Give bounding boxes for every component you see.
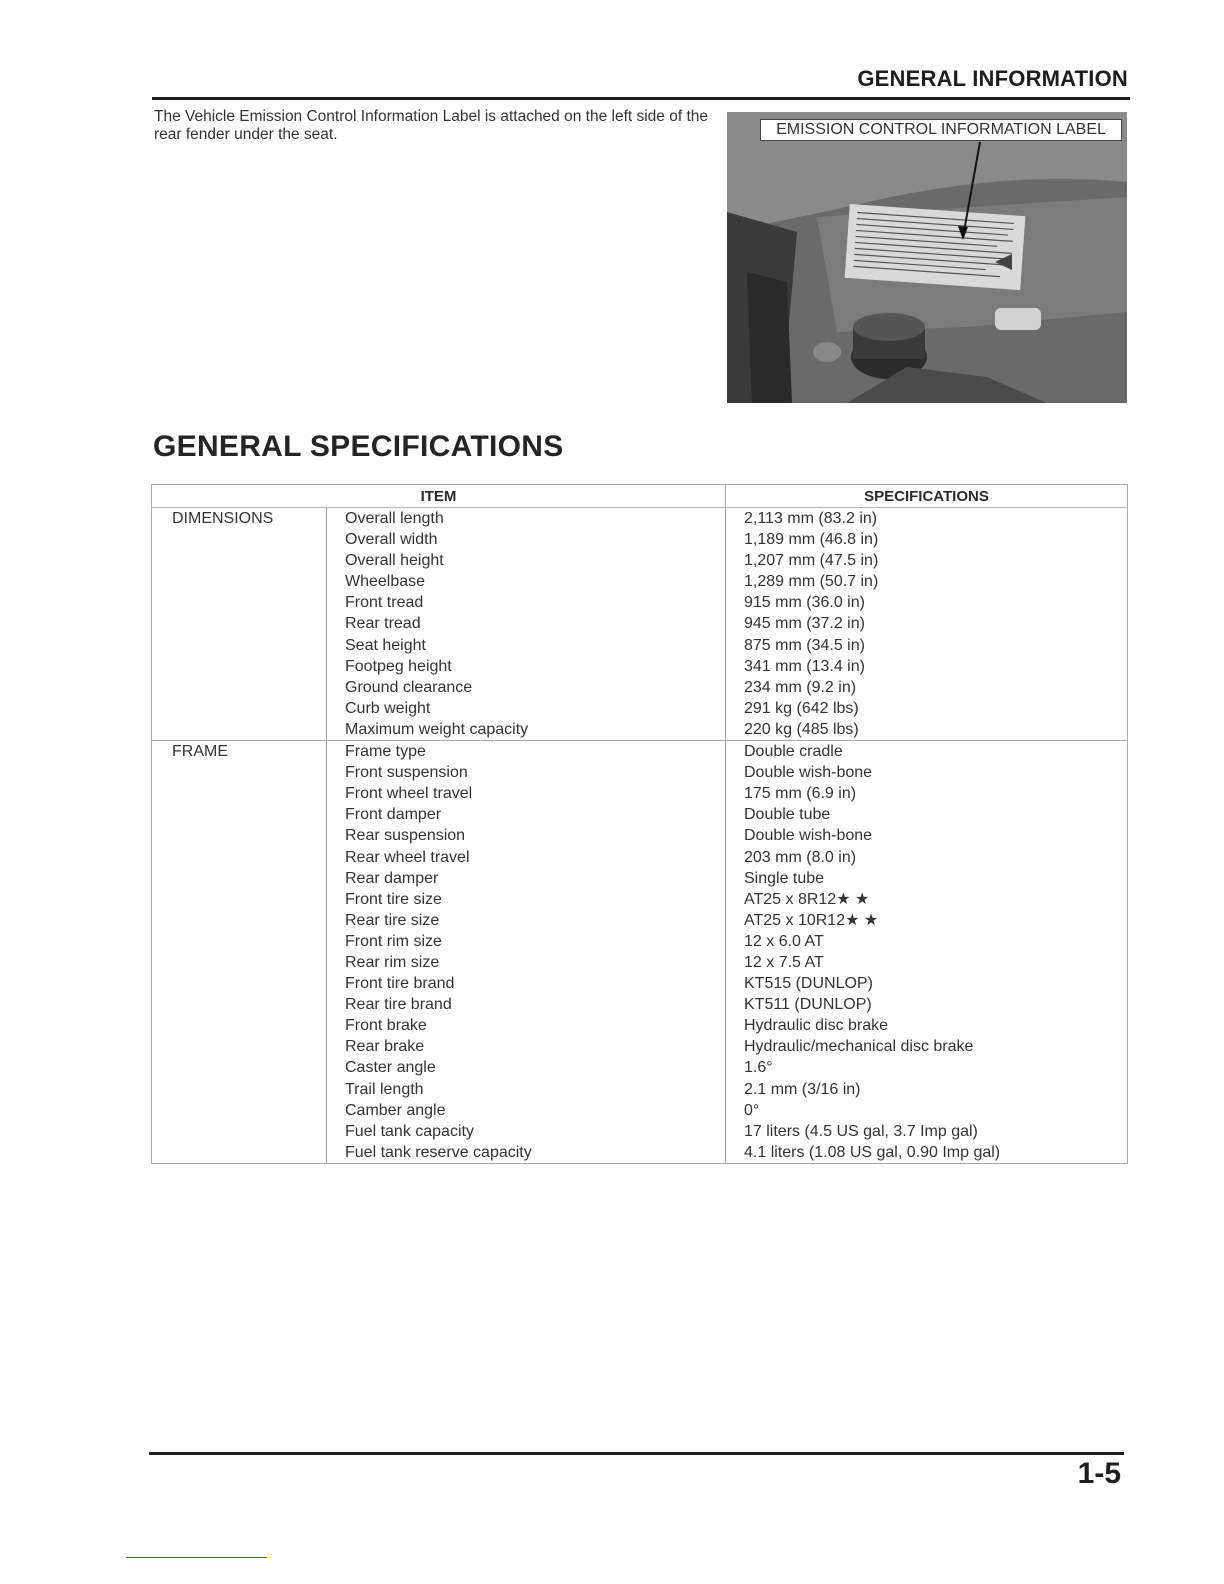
category-label: DIMENSIONS bbox=[152, 508, 327, 741]
spec-value: 234 mm (9.2 in) bbox=[744, 678, 857, 696]
spec-item-label: Frame type bbox=[345, 743, 426, 761]
footer-divider bbox=[149, 1452, 1124, 1455]
spec-value: 341 mm (13.4 in) bbox=[744, 657, 865, 675]
spec-item-label: Fuel tank reserve capacity bbox=[345, 1143, 532, 1161]
spec-value: 875 mm (34.5 in) bbox=[744, 636, 865, 654]
spec-value: 220 kg (485 lbs) bbox=[744, 720, 859, 738]
header-divider bbox=[152, 97, 1130, 100]
spec-value: 291 kg (642 lbs) bbox=[744, 699, 859, 717]
bottom-link-underline bbox=[126, 1557, 267, 1558]
spec-value: 2,113 mm (83.2 in) bbox=[744, 510, 878, 527]
general-specifications-table bbox=[151, 484, 1128, 1164]
spec-item-label: Front brake bbox=[345, 1017, 427, 1035]
emission-label-callout: EMISSION CONTROL INFORMATION LABEL bbox=[760, 119, 1122, 141]
spec-item-label: Camber angle bbox=[345, 1101, 446, 1119]
spec-value: 17 liters (4.5 US gal, 3.7 Imp gal) bbox=[744, 1122, 978, 1140]
spec-item-label: Rear tire size bbox=[345, 911, 440, 929]
spec-item-label: Front tire brand bbox=[345, 975, 455, 993]
spec-value: 175 mm (6.9 in) bbox=[744, 785, 857, 803]
item-column bbox=[327, 508, 726, 741]
specifications-column-header: SPECIFICATIONS bbox=[726, 485, 1128, 508]
spec-value: 1.6° bbox=[744, 1059, 773, 1077]
spec-value: Single tube bbox=[744, 869, 825, 887]
spec-value: Double cradle bbox=[744, 743, 843, 761]
spec-item-label: Front damper bbox=[345, 806, 442, 824]
spec-value: 1,207 mm (47.5 in) bbox=[744, 552, 879, 570]
spec-value: Double wish-bone bbox=[744, 827, 873, 845]
value-column bbox=[726, 508, 1128, 741]
spec-item-label: Rear wheel travel bbox=[345, 848, 470, 866]
table-group-frame bbox=[152, 741, 1128, 1164]
photo-illustration bbox=[727, 112, 1127, 403]
category-label: FRAME bbox=[152, 741, 327, 1164]
spec-item-label: Front tire size bbox=[345, 890, 442, 908]
spec-item-label: Trail length bbox=[345, 1080, 424, 1098]
table-header-row bbox=[152, 485, 1128, 508]
spec-item-label: Caster angle bbox=[345, 1059, 436, 1077]
spec-value: 12 x 7.5 AT bbox=[744, 953, 824, 971]
spec-item-label: Footpeg height bbox=[345, 657, 452, 675]
item-column-header: ITEM bbox=[152, 485, 726, 508]
spec-item-label: Front tread bbox=[345, 594, 424, 612]
spec-item-label: Overall height bbox=[345, 552, 444, 570]
spec-item-label: Rear tire brand bbox=[345, 996, 452, 1014]
spec-value: AT25 x 10R12★ ★ bbox=[744, 911, 879, 929]
spec-value: AT25 x 8R12★ ★ bbox=[744, 890, 870, 908]
spec-value: 12 x 6.0 AT bbox=[744, 932, 824, 950]
spec-item-label: Overall length bbox=[345, 510, 444, 527]
spec-item-label: Rear tread bbox=[345, 615, 421, 633]
spec-item-label: Front suspension bbox=[345, 764, 468, 782]
spec-item-label: Rear damper bbox=[345, 869, 439, 887]
spec-item-label: Fuel tank capacity bbox=[345, 1122, 474, 1140]
spec-value: KT515 (DUNLOP) bbox=[744, 975, 873, 993]
item-column bbox=[327, 741, 726, 1164]
spec-value: 1,189 mm (46.8 in) bbox=[744, 531, 879, 549]
spec-value: Double tube bbox=[744, 806, 831, 824]
spec-item-label: Front wheel travel bbox=[345, 785, 473, 803]
spec-value: 4.1 liters (1.08 US gal, 0.90 Imp gal) bbox=[744, 1143, 1001, 1161]
intro-paragraph: The Vehicle Emission Control Information Label is attached on the left side of the rear fender under the seat. bbox=[154, 108, 709, 143]
spec-value: Hydraulic/mechanical disc brake bbox=[744, 1038, 974, 1056]
spec-value: 915 mm (36.0 in) bbox=[744, 594, 865, 612]
spec-value: 203 mm (8.0 in) bbox=[744, 848, 857, 866]
spec-value: KT511 (DUNLOP) bbox=[744, 996, 872, 1014]
spec-item-label: Rear rim size bbox=[345, 953, 440, 971]
spec-item-label: Wheelbase bbox=[345, 573, 426, 591]
section-title: GENERAL SPECIFICATIONS bbox=[153, 430, 564, 463]
spec-item-label: Maximum weight capacity bbox=[345, 720, 529, 738]
spec-item-label: Curb weight bbox=[345, 699, 431, 717]
spec-item-label: Front rim size bbox=[345, 932, 442, 950]
spec-value: 1,289 mm (50.7 in) bbox=[744, 573, 879, 591]
page-header-title: GENERAL INFORMATION bbox=[857, 66, 1128, 91]
spec-item-label: Overall width bbox=[345, 531, 438, 549]
table-group-dimensions bbox=[152, 508, 1128, 741]
value-column bbox=[726, 741, 1128, 1164]
spec-item-label: Rear brake bbox=[345, 1038, 425, 1056]
page-number: 1-5 bbox=[1077, 1457, 1121, 1490]
emission-label-photo bbox=[727, 112, 1127, 403]
spec-value: 0° bbox=[744, 1101, 760, 1119]
spec-item-label: Seat height bbox=[345, 636, 426, 654]
spec-value: 2.1 mm (3/16 in) bbox=[744, 1080, 861, 1098]
spec-value: Hydraulic disc brake bbox=[744, 1017, 889, 1035]
spec-value: Double wish-bone bbox=[744, 764, 873, 782]
spec-item-label: Rear suspension bbox=[345, 827, 466, 845]
spec-item-label: Ground clearance bbox=[345, 678, 473, 696]
spec-value: 945 mm (37.2 in) bbox=[744, 615, 865, 633]
